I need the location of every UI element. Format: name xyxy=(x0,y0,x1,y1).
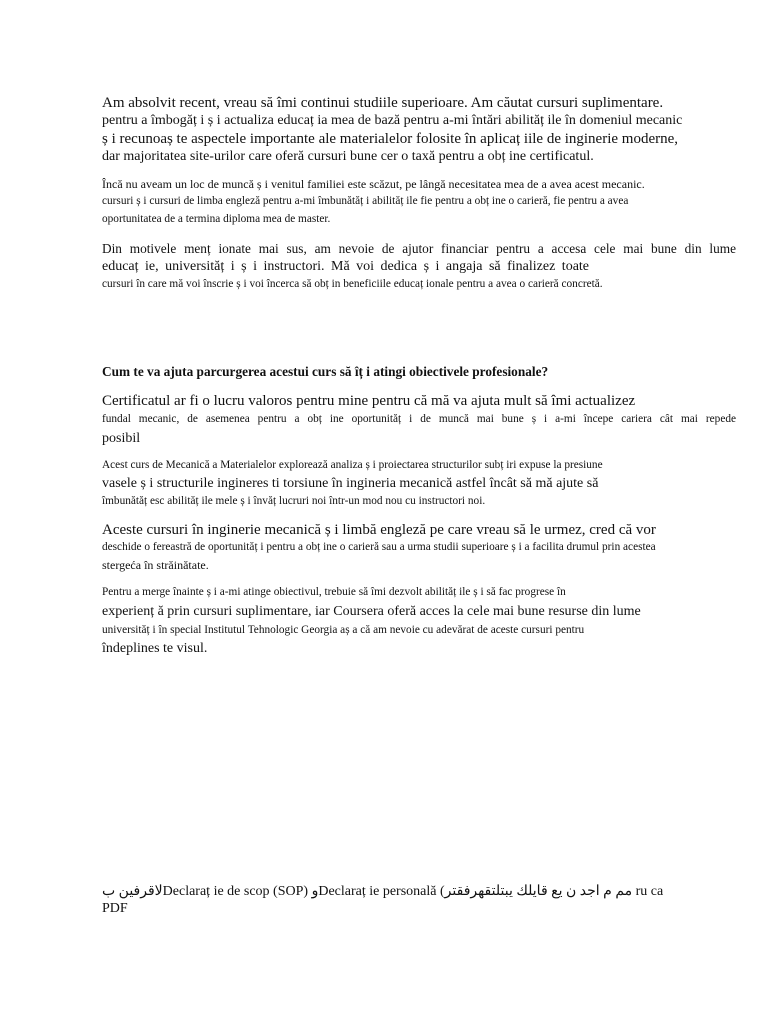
body-text-line: Certificatul ar fi o lucru valoros pentru mine pentru că mă va ajuta mult să îmi actualizez xyxy=(102,393,636,409)
body-text-line: cursuri ș i cursuri de limba engleză pentru a-mi îmbunătăț i abilităț ile fie pentru a obț ine o carieră, fie pentru a avea xyxy=(102,195,629,207)
body-text-line: stergeća în străinătate. xyxy=(102,558,209,572)
body-text-line: îmbunătăț esc abilităț ile mele ș i învăț lucruri noi într-un mod nou cu instructori noi. xyxy=(102,495,486,507)
body-text-line: dar majoritatea site-urilor care oferă cursuri bune cer o taxă pentru a obț ine certificatul. xyxy=(102,149,594,164)
body-text-line: fundal mecanic, de asemenea pentru a obț ine oportunităț i de muncă mai bune ș i a-mi începe cariera cât mai repede xyxy=(102,413,736,425)
body-text-line: Din motivele menț ionate mai sus, am nevoie de ajutor financiar pentru a accesa cele mai bune din lume xyxy=(102,241,736,256)
body-text-line: vasele ș i structurile ingineres ti torsiune în ingineria mecanică astfel încât să mă ajute să xyxy=(102,476,599,491)
body-text-line: Pentru a merge înainte ș i a-mi atinge obiectivul, trebuie să îmi dezvolt abilităț ile ș i să fac progrese în xyxy=(102,586,566,598)
body-text-line: pentru a îmbogăț i ș i actualiza educaț ia mea de bază pentru a-mi întări abilităț ile în domeniul mecanic xyxy=(102,113,683,128)
body-text-line: posibil xyxy=(102,431,141,446)
body-text-line: cursuri în care mă voi înscrie ș i voi încerca să obț in beneficiile educaț ionale pentru a avea o carieră concretă. xyxy=(102,278,603,290)
body-text-line: universităț i în special Institutul Tehnologic Georgia aș a că am nevoie cu adevărat de aceste cursuri pentru xyxy=(102,624,585,636)
body-text-line: Aceste cursuri în inginerie mecanică ș i limbă engleză pe care vreau să le urmez, cred că vor xyxy=(102,522,656,538)
body-text-line: îndeplines te visul. xyxy=(102,641,208,656)
body-text-line: oportunitatea de a termina diploma mea de master. xyxy=(102,213,331,225)
body-text-line: experienț ă prin cursuri suplimentare, iar Coursera oferă acces la cele mai bune resurse din lume xyxy=(102,604,641,619)
section-heading: Cum te va ajuta parcurgerea acestui curs să îț i atingi obiectivele profesionale? xyxy=(102,364,549,379)
body-text-line: Acest curs de Mecanică a Materialelor explorează analiza ș i proiectarea structurilor subț iri expuse la presiune xyxy=(102,459,603,471)
body-text-line: Am absolvit recent, vreau să îmi continui studiile superioare. Am căutat cursuri suplimentare. xyxy=(102,95,664,111)
body-text-line: educaț ie, universităț i ș i instructori. Mă voi dedica ș i angaja să finalizez toate xyxy=(102,259,590,274)
body-text-line: Încă nu aveam un loc de muncă ș i venitul familiei este scăzut, pe lângă necesitatea mea de a avea acest mecanic. xyxy=(102,177,645,191)
footer-format-label: PDF xyxy=(102,901,128,916)
body-text-line: ș i recunoaș te aspectele importante ale materialelor folosite în aplicaț iile de inginerie moderne, xyxy=(102,131,679,147)
footer-title-line: لاقرفين بDeclaraț ie de scop (SOP) وDeclaraț ie personală (مم م اجد ن يع قايلك يبتلتقهرفقتر ru ca xyxy=(102,884,664,899)
body-text-line: deschide o fereastră de oportunităț i pentru a obț ine o carieră sau a urma studii superioare ș i a facilita drumul prin acestea xyxy=(102,541,656,553)
